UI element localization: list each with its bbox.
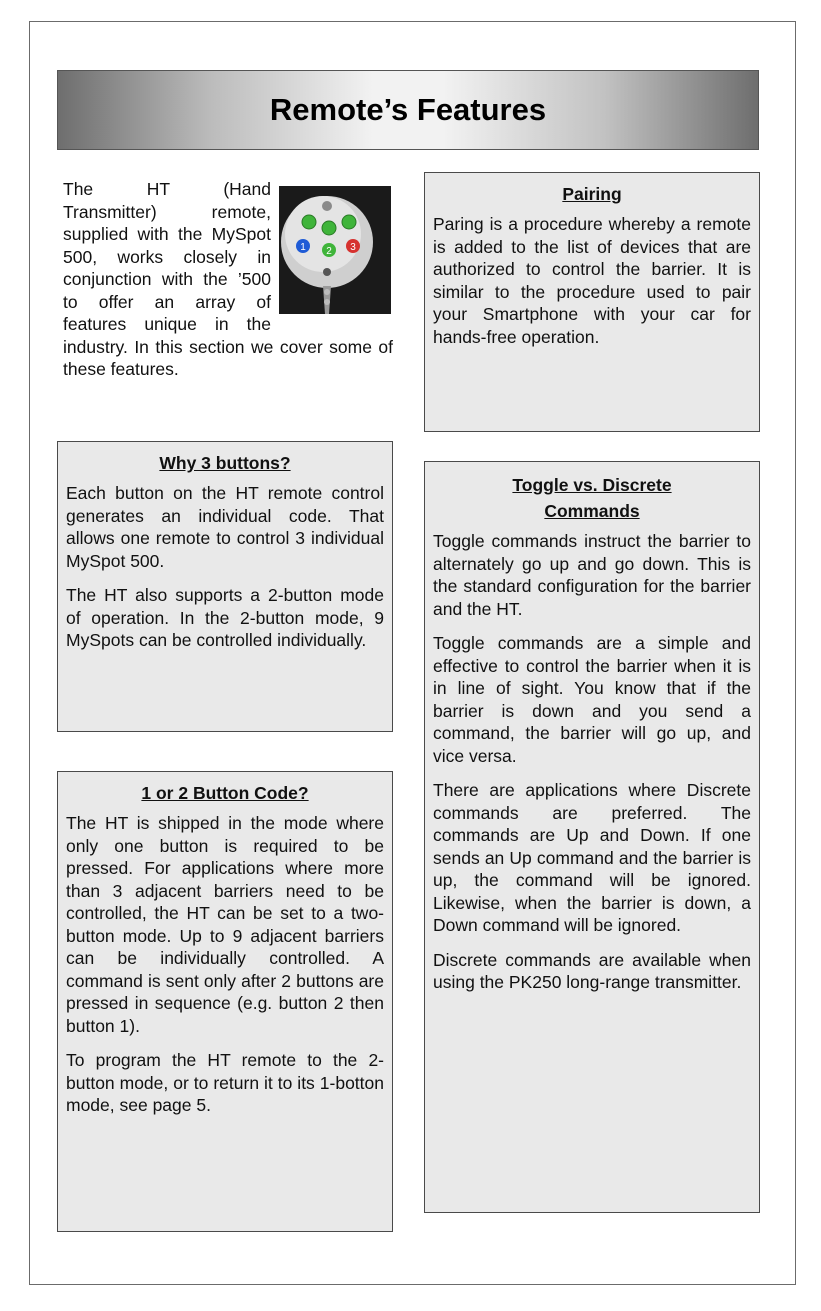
toggle-heading: Toggle vs. Discrete Commands bbox=[512, 475, 672, 521]
remote-photo bbox=[279, 186, 391, 314]
pairing-box bbox=[424, 172, 760, 432]
pairing-heading: Pairing bbox=[562, 184, 622, 204]
why-three-paragraph: Each button on the HT remote control generates an individual code. That allows one remote to control 3 individual MySpot 500. bbox=[66, 483, 384, 571]
why-three-paragraph: The HT also supports a 2-button mode of operation. In the 2-button mode, 9 MySpots can be controlled individually. bbox=[66, 585, 384, 650]
intro-section bbox=[63, 178, 393, 381]
button-code-box bbox=[57, 771, 393, 1232]
remote-button-label-1: 1 bbox=[300, 242, 306, 253]
toggle-paragraph: Discrete commands are available when using the PK250 long-range transmitter. bbox=[433, 949, 751, 992]
toggle-paragraph: Toggle commands instruct the barrier to alternately go up and go down. This is the standard configuration for the barrier and the HT. bbox=[433, 531, 751, 619]
button-code-heading: 1 or 2 Button Code? bbox=[141, 783, 309, 803]
pairing-paragraph: Paring is a procedure whereby a remote is added to the list of devices that are authorized to control the barrier. It is similar to the procedure used to pair your Smartphone with your car for hands-free operation. bbox=[433, 214, 751, 347]
toggle-paragraph: Toggle commands are a simple and effective to control the barrier when it is in line of sight. You know that if the barrier is down and you send a command, the barrier will go up, and vice versa. bbox=[433, 633, 751, 766]
toggle-paragraph: There are applications where Discrete commands are preferred. The commands are Up and Down. If one sends an Up command and the barrier is up, the command will be ignored. Likewise, when the barrier is down, a Down command will be ignored. bbox=[433, 780, 751, 935]
why-three-heading: Why 3 buttons? bbox=[159, 453, 291, 473]
remote-button-label-3: 3 bbox=[350, 242, 356, 253]
title-banner bbox=[57, 70, 759, 150]
remote-button-label-2: 2 bbox=[326, 246, 332, 257]
intro-text: The HT (Hand Transmitter) remote, supplied with the MySpot 500, works closely in conjunction with the ’500 to offer an array of features unique in the industry. In this section we cover some of these features. bbox=[63, 179, 393, 379]
button-code-paragraph: The HT is shipped in the mode where only one button is required to be pressed. For applications where more than 3 adjacent barriers need to be controlled, the HT can be set to a two-button mode. Up to 9 adjacent barriers can be individually controlled. A command is sent only after 2 buttons are pressed in sequence (e.g. button 2 then button 1). bbox=[66, 813, 384, 1036]
button-code-paragraph: To program the HT remote to the 2-button mode, or to return it to its 1-botton mode, see page 5. bbox=[66, 1050, 384, 1115]
remote-image bbox=[279, 186, 391, 314]
toggle-discrete-box bbox=[424, 461, 760, 1213]
page-title: Remote’s Features bbox=[269, 92, 547, 127]
why-three-buttons-box bbox=[57, 441, 393, 732]
